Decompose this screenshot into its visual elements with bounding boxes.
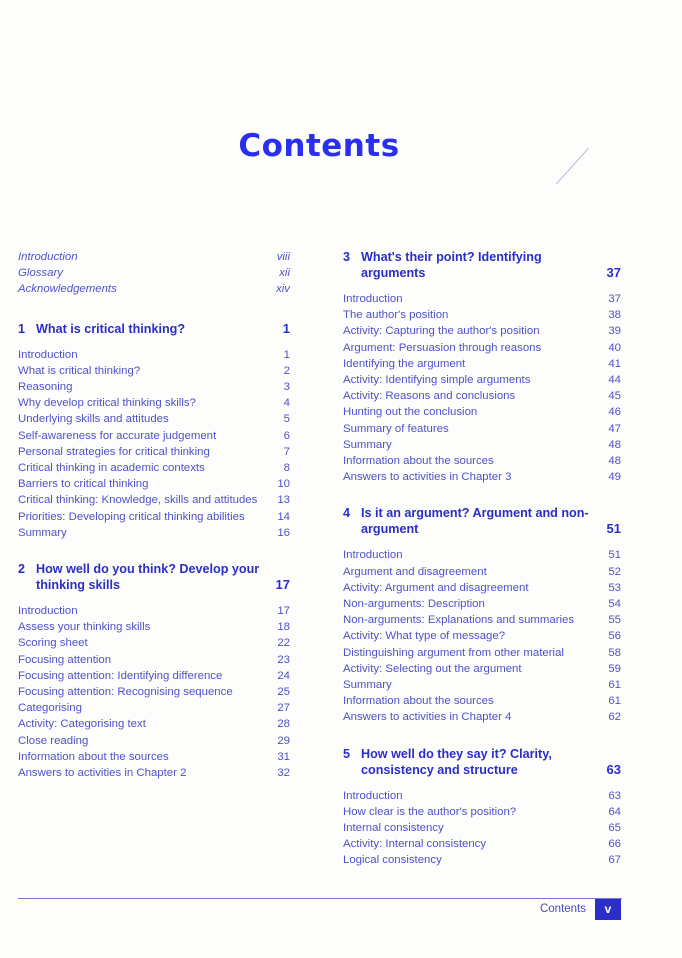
chapter-title: How well do you think? Develop your thinking skills [36, 562, 260, 593]
toc-entry-label: Summary [343, 679, 392, 692]
toc-entry-label: Activity: Argument and disagreement [343, 581, 529, 594]
toc-entry-label: Close reading [18, 734, 89, 747]
chapter-heading[interactable] [343, 249, 621, 281]
chapter-title: What's their point? Identifying arguments [361, 250, 542, 280]
toc-entry-label: Focusing attention: Recognising sequence [18, 686, 233, 699]
toc-entry-page: 18 [277, 621, 290, 634]
chapter-title-block [18, 561, 276, 593]
toc-entry-page: 17 [277, 605, 290, 618]
toc-entry-label: Introduction [343, 549, 403, 562]
chapter-number: 5 [343, 746, 351, 761]
toc-entry[interactable] [18, 460, 290, 476]
front-matter-entry[interactable] [18, 265, 290, 281]
toc-entry-label: Summary of features [343, 422, 449, 435]
toc-entry[interactable] [343, 709, 621, 725]
toc-entry-page: 1 [283, 348, 290, 361]
toc-entry-page: 38 [608, 309, 621, 322]
toc-entry[interactable] [343, 372, 621, 388]
toc-entry-label: Introduction [18, 348, 78, 361]
toc-entry-page: 13 [277, 494, 290, 507]
toc-entry[interactable] [343, 340, 621, 356]
toc-entry-page: 2 [283, 364, 290, 377]
chapter-title: Is it an argument? Argument and non-argument [361, 506, 589, 537]
toc-entry[interactable] [18, 749, 290, 765]
toc-entry-page: 48 [608, 455, 621, 468]
toc-entry-label: The author's position [343, 309, 449, 322]
toc-entry-page: 28 [277, 718, 290, 731]
toc-entry-page: 41 [608, 357, 621, 370]
toc-entry-label: Argument: Persuasion through reasons [343, 341, 542, 354]
toc-entry-page: xii [279, 267, 290, 280]
toc-entry-page: viii [276, 251, 290, 263]
toc-entry-label: Scoring sheet [18, 637, 88, 650]
toc-entry-page: 61 [608, 679, 621, 692]
toc-entry-page: 31 [277, 750, 290, 763]
toc-entry[interactable] [343, 596, 621, 612]
chapter-number: 2 [18, 562, 26, 577]
toc-entry-label: Priorities: Developing critical thinking abilities [18, 510, 245, 523]
toc-entry-page: 10 [277, 478, 290, 491]
toc-entry-page: 55 [608, 614, 621, 627]
chapter-heading[interactable] [343, 505, 621, 537]
toc-entry-label: Activity: Selecting out the argument [343, 662, 522, 675]
toc-entry-label: Answers to activities in Chapter 4 [343, 711, 512, 724]
toc-entry[interactable] [343, 612, 621, 628]
toc-entry[interactable] [343, 836, 621, 852]
toc-entry-page: 23 [277, 653, 290, 666]
toc-entry[interactable] [343, 804, 621, 820]
chapter-heading[interactable] [18, 561, 290, 593]
toc-entry[interactable] [18, 492, 290, 508]
toc-entry-label: Activity: What type of message? [343, 630, 506, 643]
toc-entry[interactable] [343, 820, 621, 836]
toc-entry-label: Focusing attention [18, 653, 112, 666]
toc-entry[interactable] [343, 356, 621, 372]
toc-entry-label: Introduction [18, 251, 78, 263]
chapter-heading[interactable] [18, 321, 290, 337]
toc-entry-page: 63 [608, 789, 621, 802]
toc-entry-label: Logical consistency [343, 854, 442, 867]
toc-entry-label: Hunting out the conclusion [343, 406, 478, 419]
toc-entry[interactable] [343, 661, 621, 677]
toc-entry-label: Personal strategies for critical thinking [18, 445, 210, 458]
toc-entry-page: 3 [283, 381, 290, 394]
front-matter-entry[interactable] [18, 249, 290, 265]
front-matter-entry[interactable] [18, 281, 290, 297]
toc-entry-page: 48 [608, 438, 621, 451]
toc-entry-page: 61 [608, 695, 621, 708]
toc-entry-label: Activity: Identifying simple arguments [343, 374, 531, 387]
toc-entry[interactable] [18, 525, 290, 541]
toc-entry[interactable] [18, 733, 290, 749]
toc-entry-label: Introduction [18, 605, 78, 618]
toc-entry-page: 40 [608, 341, 621, 354]
toc-entry-page: 39 [608, 325, 621, 338]
chapter-heading[interactable] [343, 746, 621, 778]
toc-entry-label: Non-arguments: Description [343, 598, 485, 611]
toc-entry-label: Acknowledgements [18, 283, 117, 296]
toc-entry-page: 16 [277, 526, 290, 539]
toc-entry-label: Argument and disagreement [343, 565, 487, 578]
chapter-title-block [343, 746, 607, 778]
toc-entry[interactable] [18, 379, 290, 395]
toc-entry[interactable] [343, 291, 621, 307]
chapter-section [343, 746, 621, 869]
toc-entry-label: Distinguishing argument from other material [343, 646, 564, 659]
footer-rule [18, 898, 622, 899]
toc-entry[interactable] [343, 453, 621, 469]
toc-entry-label: Categorising [18, 702, 82, 715]
toc-entry[interactable] [343, 852, 621, 868]
toc-entry-label: Barriers to critical thinking [18, 478, 149, 491]
toc-entry[interactable] [343, 404, 621, 420]
toc-entry-page: xiv [276, 283, 290, 296]
toc-entry-label: Why develop critical thinking skills? [18, 397, 196, 410]
toc-entry-page: 64 [608, 805, 621, 818]
chapter-number: 3 [343, 250, 351, 264]
toc-entry-page: 4 [283, 397, 290, 410]
page-title: Contents [238, 128, 400, 164]
footer-section-label: Contents [539, 903, 586, 915]
toc-entry-label: Introduction [343, 789, 403, 802]
toc-entry-page: 65 [608, 822, 621, 835]
chapter-title-block [343, 505, 607, 537]
toc-entry-page: 6 [283, 429, 290, 442]
toc-entry[interactable] [18, 652, 290, 668]
toc-entry-page: 25 [277, 686, 290, 699]
footer-page-number: v [595, 899, 621, 920]
toc-entry[interactable] [343, 388, 621, 404]
toc-entry-label: Information about the sources [343, 455, 494, 468]
toc-entry-label: Answers to activities in Chapter 2 [18, 767, 187, 780]
toc-entry-page: 59 [608, 662, 621, 675]
toc-entry-page: 56 [608, 630, 621, 643]
chapter-title: What is critical thinking? [36, 321, 186, 336]
toc-entry-page: 62 [608, 711, 621, 724]
chapter-section [18, 561, 290, 781]
chapter-title: How well do they say it? Clarity, consistency and structure [361, 746, 552, 777]
toc-entry-label: Assess your thinking skills [18, 621, 151, 634]
toc-entry-label: How clear is the author's position? [343, 805, 517, 818]
toc-entry-page: 66 [608, 838, 621, 851]
toc-entry[interactable] [343, 437, 621, 453]
toc-entry[interactable] [343, 307, 621, 323]
toc-entry-page: 45 [608, 390, 621, 403]
toc-entry[interactable] [18, 700, 290, 716]
toc-entry-page: 37 [608, 293, 621, 305]
toc-entry-page: 24 [277, 669, 290, 682]
chapter-title-block [343, 249, 607, 281]
toc-entry-page: 27 [277, 702, 290, 715]
toc-entry-label: What is critical thinking? [18, 364, 141, 377]
toc-entry[interactable] [18, 444, 290, 460]
chapter-page: 63 [606, 761, 621, 777]
toc-entry-page: 14 [277, 510, 290, 523]
toc-entry-page: 47 [608, 422, 621, 435]
toc-entry[interactable] [18, 684, 290, 700]
toc-entry[interactable] [18, 619, 290, 635]
toc-entry-label: Internal consistency [343, 822, 444, 835]
toc-entry-label: Activity: Reasons and conclusions [343, 390, 516, 403]
toc-entry[interactable] [18, 363, 290, 379]
toc-entry-page: 51 [608, 549, 621, 562]
chapter-number: 1 [18, 321, 26, 336]
chapter-page: 51 [606, 521, 621, 537]
front-matter-list [18, 249, 290, 298]
toc-entry[interactable] [343, 421, 621, 437]
toc-entry[interactable] [18, 635, 290, 651]
toc-entry-label: Information about the sources [343, 695, 494, 708]
toc-entry-label: Underlying skills and attitudes [18, 413, 169, 426]
toc-entry-label: Non-arguments: Explanations and summaries [343, 614, 575, 627]
toc-entry-label: Summary [343, 438, 392, 451]
toc-entry-page: 22 [277, 637, 290, 650]
toc-entry-page: 67 [608, 854, 621, 867]
toc-entry-label: Reasoning [18, 381, 73, 394]
chapter-page: 37 [606, 265, 621, 280]
toc-entry[interactable] [18, 603, 290, 619]
toc-entry-page: 46 [608, 406, 621, 419]
chapter-title-block [18, 321, 283, 337]
toc-entry[interactable] [18, 765, 290, 781]
toc-entry[interactable] [18, 476, 290, 492]
toc-left-column [18, 249, 290, 801]
toc-entry-label: Summary [18, 526, 67, 539]
toc-entry[interactable] [18, 716, 290, 732]
toc-entry-page: 58 [608, 646, 621, 659]
toc-entry-page: 52 [608, 565, 621, 578]
toc-entry-page: 44 [608, 374, 621, 387]
toc-entry-label: Activity: Categorising text [18, 718, 146, 731]
toc-entry[interactable] [18, 668, 290, 684]
toc-entry[interactable] [343, 547, 621, 563]
toc-entry-page: 54 [608, 598, 621, 611]
chapter-section [343, 249, 621, 485]
toc-entry-label: Activity: Capturing the author's position [343, 325, 540, 338]
toc-entry-label: Glossary [18, 267, 63, 280]
toc-entry[interactable] [343, 469, 621, 485]
toc-entry[interactable] [18, 347, 290, 363]
toc-entry-label: Focusing attention: Identifying difference [18, 669, 223, 682]
toc-entry-page: 29 [277, 734, 290, 747]
toc-entry-page: 7 [283, 445, 290, 458]
chapter-number: 4 [343, 506, 351, 521]
toc-entry-page: 32 [277, 767, 290, 780]
toc-entry[interactable] [343, 645, 621, 661]
chapter-page: 1 [282, 320, 290, 336]
toc-entry[interactable] [343, 628, 621, 644]
toc-entry-label: Identifying the argument [343, 357, 466, 370]
toc-entry-page: 5 [283, 413, 290, 426]
toc-entry[interactable] [343, 788, 621, 804]
toc-entry-label: Activity: Internal consistency [343, 838, 487, 851]
toc-entry[interactable] [343, 677, 621, 693]
toc-entry[interactable] [343, 693, 621, 709]
toc-right-column [343, 249, 621, 889]
toc-entry[interactable] [18, 395, 290, 411]
toc-entry-page: 49 [608, 471, 621, 484]
toc-entry-label: Critical thinking in academic contexts [18, 462, 205, 475]
chapter-section [343, 505, 621, 725]
toc-entry-page: 53 [608, 581, 621, 594]
toc-entry[interactable] [343, 323, 621, 339]
toc-entry[interactable] [343, 580, 621, 596]
toc-entry-label: Information about the sources [18, 750, 169, 763]
toc-entry-label: Introduction [343, 293, 403, 305]
toc-entry-label: Answers to activities in Chapter 3 [343, 471, 512, 484]
toc-entry-label: Critical thinking: Knowledge, skills and attitudes [18, 494, 258, 507]
chapter-page: 17 [275, 577, 290, 593]
toc-entry-page: 8 [283, 462, 290, 475]
toc-entry[interactable] [343, 564, 621, 580]
toc-entry[interactable] [18, 428, 290, 444]
toc-entry-label: Self-awareness for accurate judgement [18, 429, 217, 442]
toc-entry[interactable] [18, 509, 290, 525]
toc-entry[interactable] [18, 411, 290, 427]
chapter-section [18, 321, 290, 541]
